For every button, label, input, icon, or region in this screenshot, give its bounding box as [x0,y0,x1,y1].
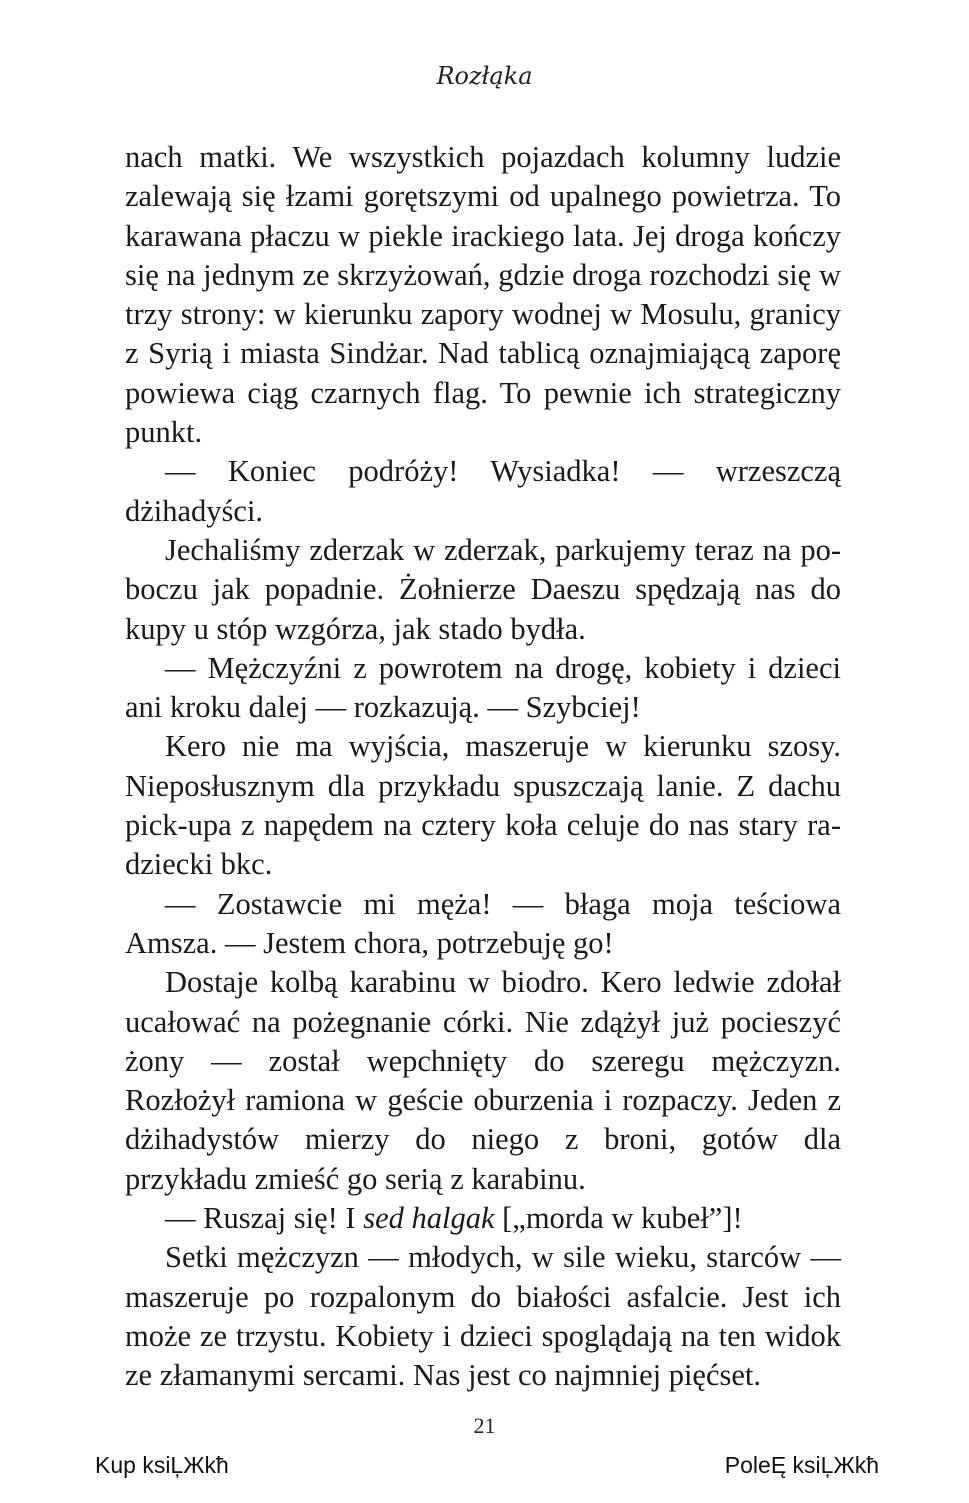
body-text [125,138,841,1396]
paragraph: Setki mężczyzn — młodych, w sile wieku, starców — maszeruje po rozpalonym do białości asfalcie. Jest ich może ze trzystu. Kobiety i dzieci spoglądają na ten widok ze złamanymi sercami. Nas jest co najmniej pięćset. [125,1240,841,1393]
quote-italic-phrase: sed halgak [363,1201,495,1236]
paragraph: Kero nie ma wyjścia, maszeruje w kierunku szosy. Nieposłusznym dla przykładu spuszczają lanie. Z dachu pick-upa z napędem na cztery koła celuje do nas stary radziecki bkc. [125,729,841,882]
page-number: 21 [473,1413,496,1438]
running-title: Rozłąka [436,62,533,90]
paragraph: nach matki. We wszystkich pojazdach kolumny ludzie zalewają się łzami gorętszymi od upalnego powietrza. To karawana płaczu w piekle irackiego lata. Jej droga kończy się na jednym ze skrzyżowań, gdzie droga rozchodzi się w trzy strony: w kierunku zapory wodnej w Mosulu, granicy z Syrią i miasta Sindżar. Nad tablicą oznajmiającą zaporę powiewa ciąg czarnych flag. To pewnie ich strategiczny punkt. [125,140,841,450]
paragraph: — Zostawcie mi męża! — błaga moja teściowa Amsza. — Jestem chora, potrzebuję go! [125,886,841,960]
paragraph: Dostaje kolbą karabinu w biodro. Kero ledwie zdołał ucałować na pożegnanie córki. Nie zdążył już pocieszyć żony — został wepchnięty do szeregu mężczyzn. Rozłożył ramiona w geście oburzenia i rozpaczy. Jeden z dżihadystów mierzy do niego z broni, gotów dla przykładu zmieść go serią z karabinu. [125,965,841,1196]
buy-book-link[interactable]: Kup ksiĻЖkħ [95,1452,229,1478]
quote-paragraph [125,1199,841,1238]
quote-text-after: [„morda w kubeł”]! [494,1201,743,1236]
paragraph: — Koniec podróży! Wysiadka! — wrzeszczą dżihadyści. [125,454,841,528]
quote-text-before: — Ruszaj się! I [165,1201,364,1236]
paragraph: — Mężczyźni z powrotem na drogę, kobiety i dzieci ani kroku dalej — rozkazują. — Szybciej! [125,650,841,725]
paragraph: Jechaliśmy zderzak w zderzak, parkujemy teraz na poboczu jak popadnie. Żołnierze Daeszu spędzają nas do kupy u stóp wzgórza, jak stado bydła. [125,532,841,646]
recommend-book-link[interactable]: PoleĘ ksiĻЖkħ [724,1452,879,1478]
